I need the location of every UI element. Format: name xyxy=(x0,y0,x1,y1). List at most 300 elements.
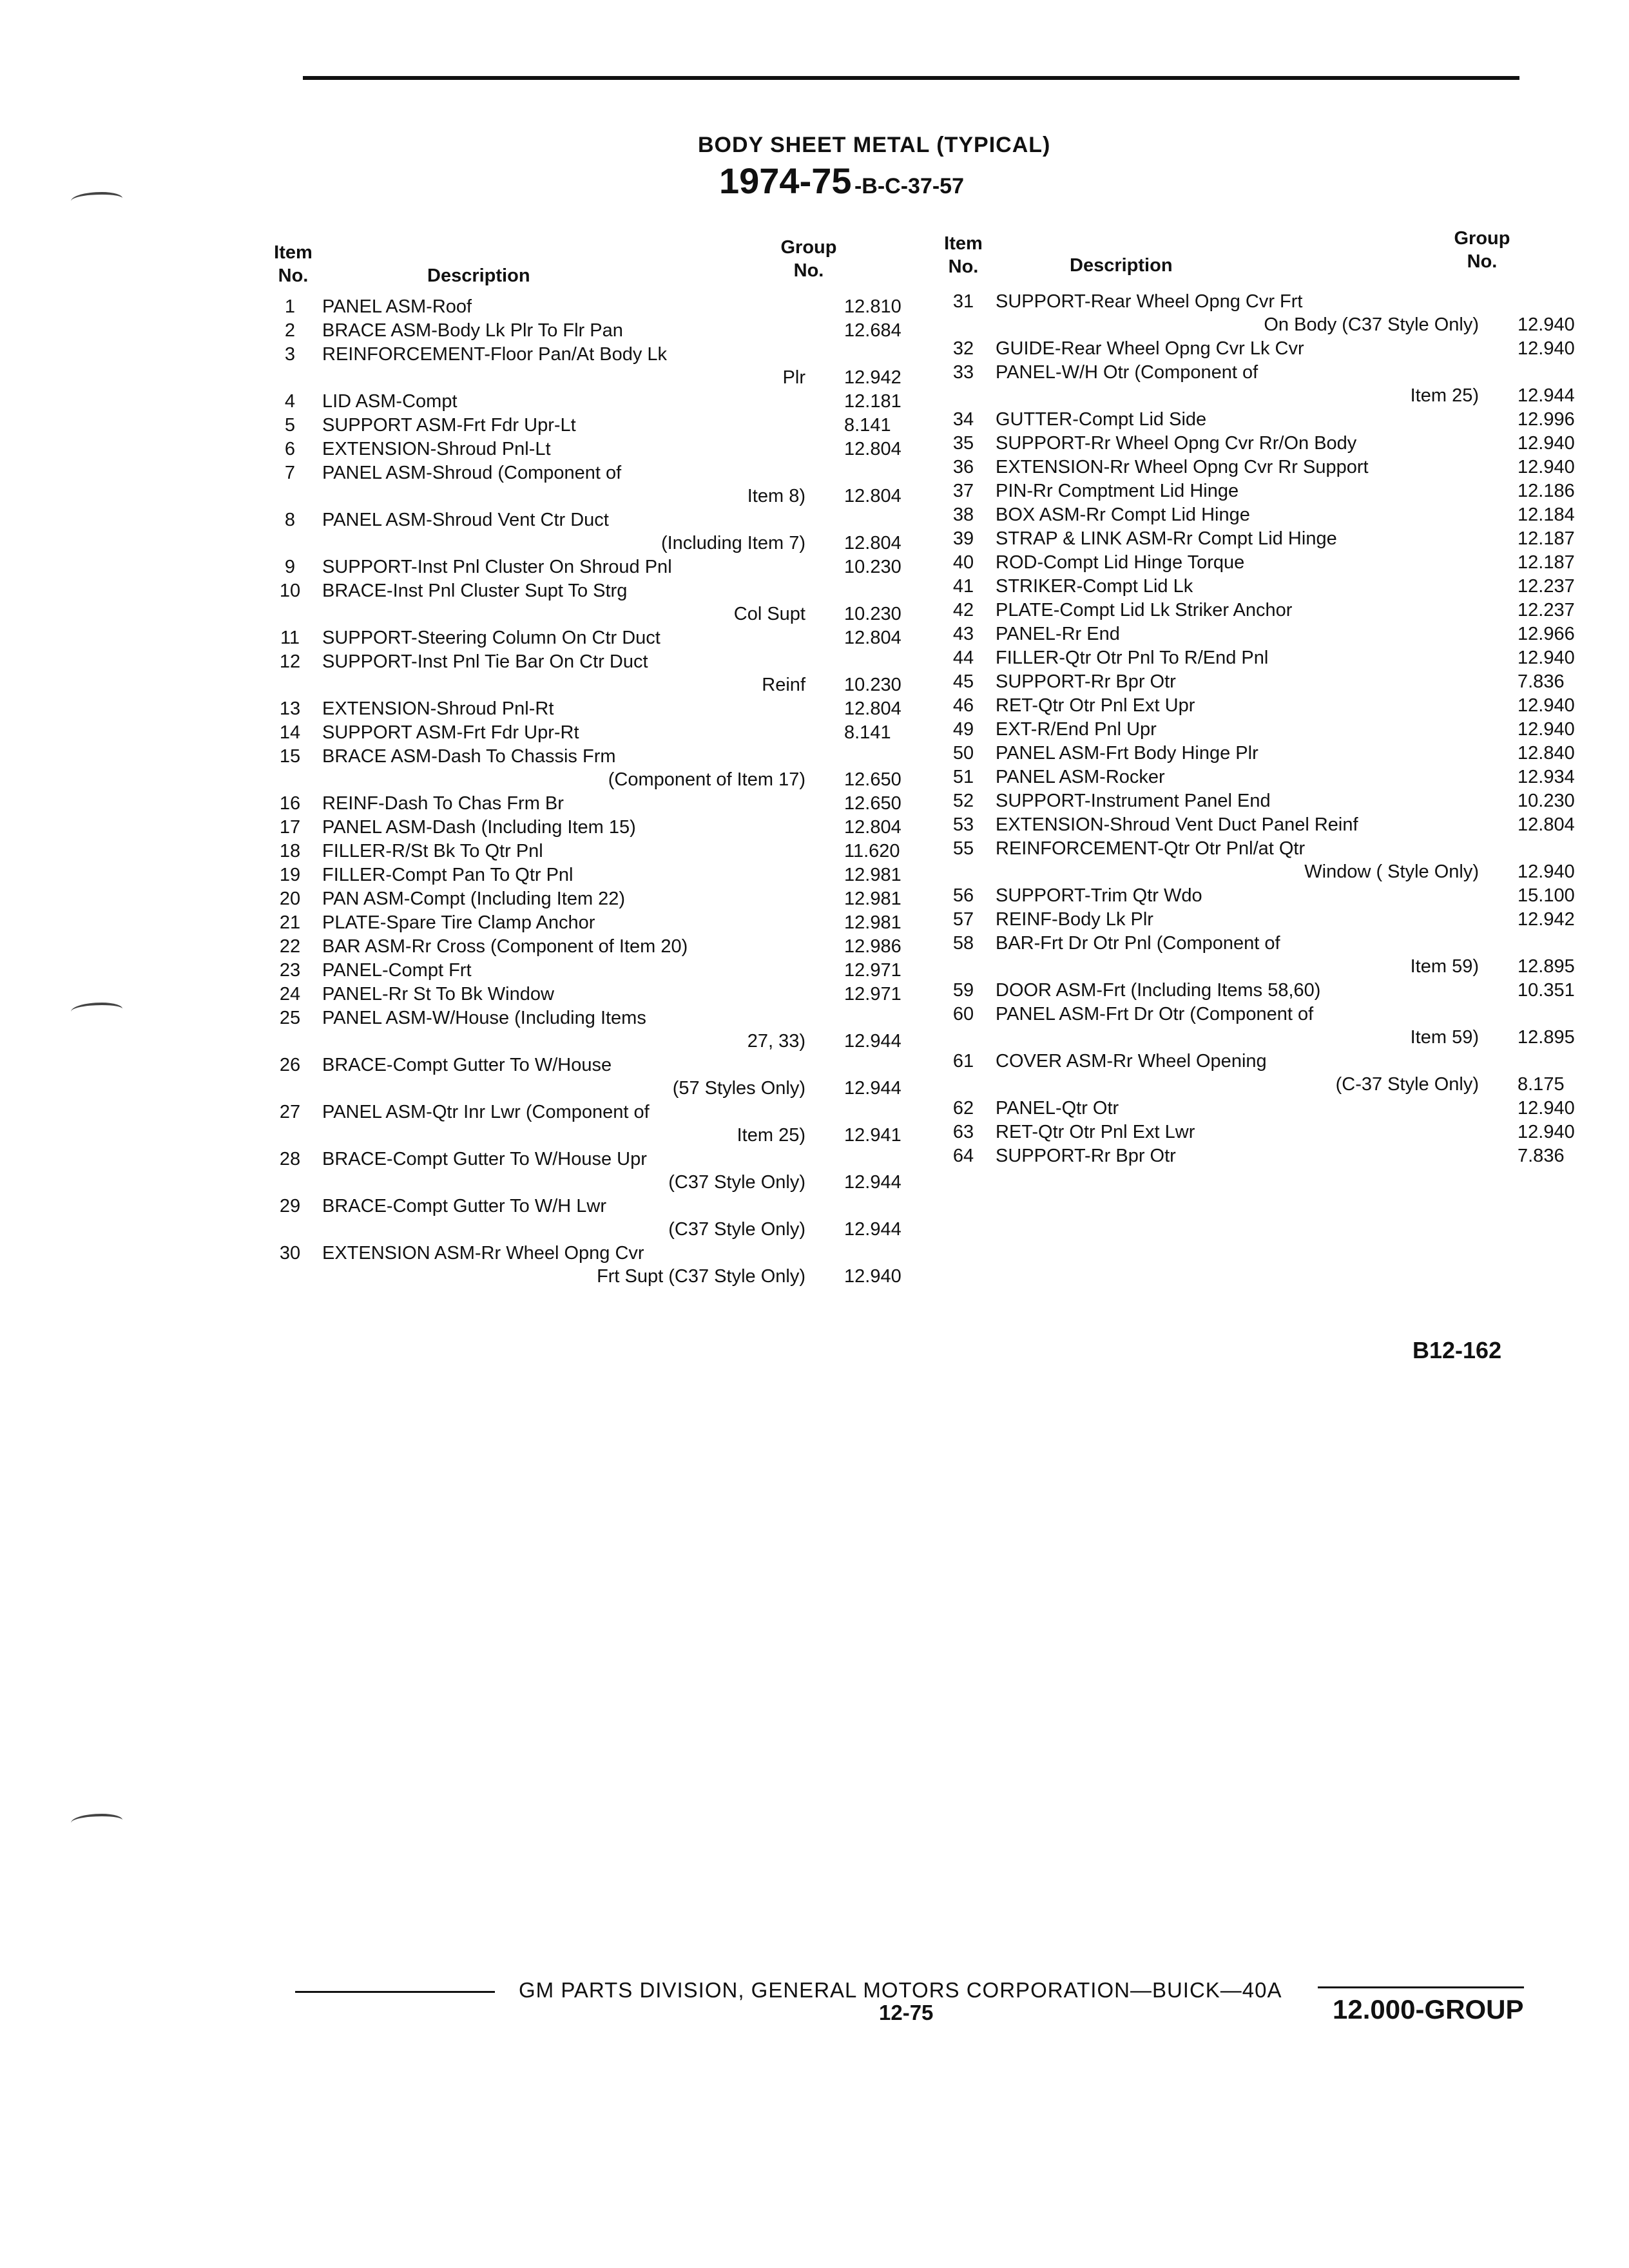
item-number: 60 xyxy=(952,1004,974,1024)
description-line: PANEL ASM-Roof xyxy=(322,296,472,317)
table-row xyxy=(258,1242,934,1288)
item-description xyxy=(996,742,1518,765)
footer-division: GM PARTS DIVISION, GENERAL MOTORS CORPORATION—BUICK—40A xyxy=(519,1978,1282,2002)
item-number: 12 xyxy=(279,651,301,672)
description-line: SUPPORT-Rear Wheel Opng Cvr Frt xyxy=(996,291,1303,312)
description-line: Frt Supt (C37 Style Only) xyxy=(597,1266,805,1287)
item-number: 6 xyxy=(284,439,296,459)
group-number: 8.175 xyxy=(1518,1074,1565,1095)
footer-group: 12.000-GROUP xyxy=(1333,1994,1524,2024)
table-row xyxy=(931,646,1608,669)
table-row xyxy=(258,414,934,437)
description-line: SUPPORT-Inst Pnl Cluster On Shroud Pnl xyxy=(322,557,672,577)
item-description xyxy=(996,979,1518,1002)
item-description xyxy=(322,697,844,720)
description-line: PANEL ASM-Frt Dr Otr (Component of xyxy=(996,1004,1314,1024)
item-number: 40 xyxy=(952,552,974,573)
item-description xyxy=(996,361,1518,407)
table-row xyxy=(258,1100,934,1147)
description-line: PANEL ASM-Qtr Inr Lwr (Component of xyxy=(322,1102,650,1122)
description-line: EXTENSION ASM-Rr Wheel Opng Cvr xyxy=(322,1243,644,1264)
description-line: PIN-Rr Comptment Lid Hinge xyxy=(996,481,1239,501)
item-description xyxy=(996,551,1518,574)
description-line: BRACE-Compt Gutter To W/H Lwr xyxy=(322,1196,607,1216)
group-number: 12.942 xyxy=(1518,909,1575,930)
group-number: 8.141 xyxy=(844,722,891,743)
item-number: 43 xyxy=(952,624,974,644)
item-description xyxy=(996,1120,1518,1144)
item-description xyxy=(996,837,1518,883)
description-line: ROD-Compt Lid Hinge Torque xyxy=(996,552,1245,573)
description-line: SUPPORT-Instrument Panel End xyxy=(996,791,1271,811)
group-number: 12.940 xyxy=(1518,695,1575,716)
description-line: EXTENSION-Shroud Pnl-Lt xyxy=(322,439,551,459)
right-description-header: Description xyxy=(1070,255,1173,276)
item-number: 50 xyxy=(952,743,974,764)
group-number: 12.186 xyxy=(1518,481,1575,501)
table-row xyxy=(258,626,934,649)
right-parts-list xyxy=(931,290,1608,1168)
group-number: 12.966 xyxy=(1518,624,1575,644)
group-number: 8.141 xyxy=(844,415,891,436)
item-description xyxy=(322,887,844,910)
group-number: 7.836 xyxy=(1518,671,1565,692)
group-number: 10.230 xyxy=(844,557,901,577)
item-description xyxy=(322,579,844,626)
item-number: 4 xyxy=(284,391,296,412)
group-number: 12.804 xyxy=(844,486,901,506)
item-description xyxy=(322,983,844,1006)
item-description xyxy=(322,863,844,887)
description-line: SUPPORT-Inst Pnl Tie Bar On Ctr Duct xyxy=(322,651,648,672)
page-title: BODY SHEET METAL (TYPICAL) xyxy=(698,133,1051,157)
group-number: 12.971 xyxy=(844,984,901,1004)
item-description xyxy=(322,745,844,791)
description-line: PANEL-Qtr Otr xyxy=(996,1098,1119,1119)
group-number: 12.181 xyxy=(844,391,901,412)
item-number: 42 xyxy=(952,600,974,620)
item-description xyxy=(996,575,1518,598)
item-number: 15 xyxy=(279,746,301,767)
item-description xyxy=(996,408,1518,431)
description-line: Item 59) xyxy=(1410,1027,1479,1048)
description-line: Plr xyxy=(782,367,805,388)
item-number: 2 xyxy=(284,320,296,341)
item-number: 7 xyxy=(284,463,296,483)
description-line: BAR ASM-Rr Cross (Component of Item 20) xyxy=(322,936,688,957)
item-description xyxy=(996,1050,1518,1096)
item-description xyxy=(996,527,1518,550)
item-description xyxy=(322,295,844,318)
group-number: 12.944 xyxy=(1518,385,1575,406)
table-row xyxy=(258,437,934,461)
table-row xyxy=(931,456,1608,479)
group-number: 12.941 xyxy=(844,1125,901,1146)
description-line: RET-Qtr Otr Pnl Ext Upr xyxy=(996,695,1195,716)
table-row xyxy=(931,337,1608,360)
group-number: 12.934 xyxy=(1518,767,1575,787)
margin-mark xyxy=(71,1814,122,1829)
left-group-header xyxy=(773,236,844,282)
group-number: 12.944 xyxy=(844,1172,901,1193)
description-line: SUPPORT ASM-Frt Fdr Upr-Rt xyxy=(322,722,579,743)
item-number: 64 xyxy=(952,1146,974,1166)
group-number: 10.351 xyxy=(1518,980,1575,1001)
table-row xyxy=(931,718,1608,741)
group-number: 12.184 xyxy=(1518,505,1575,525)
item-number: 39 xyxy=(952,528,974,549)
item-description xyxy=(996,646,1518,669)
table-row xyxy=(931,551,1608,574)
table-row xyxy=(931,742,1608,765)
description-line: BOX ASM-Rr Compt Lid Hinge xyxy=(996,505,1250,525)
table-row xyxy=(931,527,1608,550)
header-text: Group xyxy=(1454,228,1510,249)
item-description xyxy=(996,337,1518,360)
description-line: BRACE-Compt Gutter To W/House xyxy=(322,1055,612,1075)
description-line: LID ASM-Compt xyxy=(322,391,458,412)
description-line: SUPPORT ASM-Frt Fdr Upr-Lt xyxy=(322,415,576,436)
description-line: EXTENSION-Rr Wheel Opng Cvr Rr Support xyxy=(996,457,1369,477)
description-line: BRACE ASM-Body Lk Plr To Flr Pan xyxy=(322,320,623,341)
table-row xyxy=(258,319,934,342)
item-number: 44 xyxy=(952,648,974,668)
item-description xyxy=(996,479,1518,503)
item-description xyxy=(322,414,844,437)
item-number: 5 xyxy=(284,415,296,436)
table-row xyxy=(931,837,1608,883)
group-number: 12.895 xyxy=(1518,1027,1575,1048)
group-number: 12.944 xyxy=(844,1078,901,1099)
header-text: Item xyxy=(274,242,313,263)
left-item-no-header xyxy=(267,241,319,287)
table-row xyxy=(258,816,934,839)
top-rule xyxy=(303,76,1519,80)
footer-rule-left xyxy=(295,1991,495,1993)
table-row xyxy=(931,765,1608,789)
item-description xyxy=(322,1195,844,1241)
table-row xyxy=(931,503,1608,526)
table-row xyxy=(931,789,1608,812)
table-row xyxy=(258,1053,934,1100)
item-description xyxy=(322,461,844,508)
item-number: 56 xyxy=(952,885,974,906)
table-row xyxy=(931,599,1608,622)
item-description xyxy=(996,290,1518,336)
group-number: 12.940 xyxy=(1518,433,1575,454)
left-parts-list xyxy=(258,295,934,1289)
description-line: PANEL-Rr St To Bk Window xyxy=(322,984,554,1004)
description-line: On Body (C37 Style Only) xyxy=(1264,314,1479,335)
group-number: 12.944 xyxy=(844,1031,901,1052)
item-description xyxy=(996,432,1518,455)
item-description xyxy=(996,1003,1518,1049)
table-row xyxy=(258,555,934,579)
group-number: 12.986 xyxy=(844,936,901,957)
item-number: 63 xyxy=(952,1122,974,1142)
model-year: 1974-75 xyxy=(719,160,852,201)
group-number: 12.971 xyxy=(844,960,901,981)
item-description xyxy=(996,718,1518,741)
left-description-header: Description xyxy=(427,265,530,286)
description-line: SUPPORT-Rr Wheel Opng Cvr Rr/On Body xyxy=(996,433,1357,454)
margin-mark xyxy=(71,1003,122,1018)
description-line: PAN ASM-Compt (Including Item 22) xyxy=(322,889,626,909)
item-description xyxy=(322,319,844,342)
group-number: 12.996 xyxy=(1518,409,1575,430)
description-line: REINFORCEMENT-Qtr Otr Pnl/at Qtr xyxy=(996,838,1306,859)
header-text: Group xyxy=(780,237,837,258)
description-line: BAR-Frt Dr Otr Pnl (Component of xyxy=(996,933,1280,954)
item-description xyxy=(322,935,844,958)
table-row xyxy=(931,813,1608,836)
table-row xyxy=(931,1144,1608,1168)
item-number: 61 xyxy=(952,1051,974,1072)
item-description xyxy=(322,721,844,744)
group-number: 12.684 xyxy=(844,320,901,341)
item-number: 19 xyxy=(279,865,301,885)
table-row xyxy=(258,887,934,910)
item-number: 9 xyxy=(284,557,296,577)
group-number: 15.100 xyxy=(1518,885,1575,906)
item-description xyxy=(322,508,844,555)
description-line: PANEL ASM-Shroud (Component of xyxy=(322,463,622,483)
description-line: SUPPORT-Steering Column On Ctr Duct xyxy=(322,628,660,648)
item-description xyxy=(322,911,844,934)
description-line: PANEL-Rr End xyxy=(996,624,1120,644)
item-description xyxy=(322,816,844,839)
group-number: 12.187 xyxy=(1518,528,1575,549)
item-description xyxy=(996,813,1518,836)
group-number: 12.804 xyxy=(844,817,901,838)
description-line: RET-Qtr Otr Pnl Ext Lwr xyxy=(996,1122,1195,1142)
item-number: 16 xyxy=(279,793,301,814)
header-text: No. xyxy=(1467,251,1498,272)
description-line: PANEL ASM-Dash (Including Item 15) xyxy=(322,817,636,838)
item-number: 22 xyxy=(279,936,301,957)
description-line: DOOR ASM-Frt (Including Items 58,60) xyxy=(996,980,1321,1001)
item-number: 30 xyxy=(279,1243,301,1264)
description-line: FILLER-R/St Bk To Qtr Pnl xyxy=(322,841,543,861)
description-line: (C37 Style Only) xyxy=(668,1219,805,1240)
table-row xyxy=(258,792,934,815)
item-number: 51 xyxy=(952,767,974,787)
group-number: 12.237 xyxy=(1518,576,1575,597)
item-number: 35 xyxy=(952,433,974,454)
table-row xyxy=(258,650,934,697)
item-number: 8 xyxy=(284,510,296,530)
item-number: 20 xyxy=(279,889,301,909)
item-number: 21 xyxy=(279,912,301,933)
item-number: 55 xyxy=(952,838,974,859)
table-row xyxy=(931,979,1608,1002)
group-number: 10.230 xyxy=(844,604,901,624)
description-line: STRAP & LINK ASM-Rr Compt Lid Hinge xyxy=(996,528,1337,549)
description-line: (C37 Style Only) xyxy=(668,1172,805,1193)
group-number: 12.810 xyxy=(844,296,901,317)
group-number: 12.650 xyxy=(844,769,901,790)
group-number: 7.836 xyxy=(1518,1146,1565,1166)
description-line: Item 25) xyxy=(1410,385,1479,406)
item-number: 46 xyxy=(952,695,974,716)
table-row xyxy=(931,290,1608,336)
description-line: 27, 33) xyxy=(747,1031,805,1052)
group-number: 12.940 xyxy=(1518,861,1575,882)
item-number: 32 xyxy=(952,338,974,359)
margin-mark xyxy=(71,192,122,207)
description-line: REINF-Body Lk Plr xyxy=(996,909,1153,930)
table-row xyxy=(258,1148,934,1194)
table-row xyxy=(931,694,1608,717)
group-number: 10.230 xyxy=(844,675,901,695)
description-line: FILLER-Qtr Otr Pnl To R/End Pnl xyxy=(996,648,1269,668)
table-row xyxy=(931,361,1608,407)
item-number: 37 xyxy=(952,481,974,501)
item-description xyxy=(996,884,1518,907)
item-number: 10 xyxy=(279,581,301,601)
item-number: 33 xyxy=(952,362,974,383)
item-description xyxy=(322,1100,844,1147)
table-row xyxy=(258,295,934,318)
footer-rule-right xyxy=(1318,1986,1524,1988)
group-number: 12.187 xyxy=(1518,552,1575,573)
table-row xyxy=(258,1195,934,1241)
group-number: 12.804 xyxy=(844,628,901,648)
item-description xyxy=(322,390,844,413)
body-code: -B-C-37-57 xyxy=(854,174,965,198)
item-number: 53 xyxy=(952,814,974,835)
table-row xyxy=(931,479,1608,503)
description-line: REINF-Dash To Chas Frm Br xyxy=(322,793,564,814)
description-line: (Including Item 7) xyxy=(660,533,805,553)
item-description xyxy=(322,792,844,815)
item-number: 58 xyxy=(952,933,974,954)
item-number: 57 xyxy=(952,909,974,930)
item-description xyxy=(322,343,844,389)
item-description xyxy=(996,622,1518,646)
description-line: BRACE-Compt Gutter To W/House Upr xyxy=(322,1149,647,1169)
group-number: 12.940 xyxy=(1518,457,1575,477)
item-number: 36 xyxy=(952,457,974,477)
table-row xyxy=(931,1003,1608,1049)
table-row xyxy=(258,697,934,720)
description-line: Item 8) xyxy=(747,486,805,506)
description-line: (C-37 Style Only) xyxy=(1335,1074,1479,1095)
group-number: 12.940 xyxy=(844,1266,901,1287)
table-row xyxy=(931,622,1608,646)
description-line: PANEL ASM-Rocker xyxy=(996,767,1165,787)
group-number: 12.942 xyxy=(844,367,901,388)
description-line: COVER ASM-Rr Wheel Opening xyxy=(996,1051,1267,1072)
group-number: 12.804 xyxy=(844,698,901,719)
item-description xyxy=(322,437,844,461)
table-row xyxy=(931,432,1608,455)
item-number: 17 xyxy=(279,817,301,838)
item-description xyxy=(996,789,1518,812)
group-number: 12.804 xyxy=(1518,814,1575,835)
item-description xyxy=(322,840,844,863)
group-number: 12.940 xyxy=(1518,338,1575,359)
description-line: EXTENSION-Shroud Vent Duct Panel Reinf xyxy=(996,814,1358,835)
item-number: 31 xyxy=(952,291,974,312)
group-number: 12.804 xyxy=(844,439,901,459)
page-subtitle xyxy=(719,160,964,202)
item-number: 11 xyxy=(280,628,300,648)
item-description xyxy=(322,1006,844,1053)
description-line: EXT-R/End Pnl Upr xyxy=(996,719,1157,740)
right-item-no-header xyxy=(938,232,989,278)
description-line: SUPPORT-Rr Bpr Otr xyxy=(996,1146,1176,1166)
group-number: 12.944 xyxy=(844,1219,901,1240)
item-description xyxy=(322,650,844,697)
item-description xyxy=(322,959,844,982)
item-number: 28 xyxy=(279,1149,301,1169)
item-description xyxy=(996,765,1518,789)
table-row xyxy=(258,911,934,934)
table-row xyxy=(931,1097,1608,1120)
item-description xyxy=(996,670,1518,693)
item-number: 34 xyxy=(952,409,974,430)
description-line: PANEL ASM-Shroud Vent Ctr Duct xyxy=(322,510,609,530)
illustration-code: B12-162 xyxy=(1412,1337,1502,1363)
item-description xyxy=(322,626,844,649)
item-number: 59 xyxy=(952,980,974,1001)
group-number: 12.895 xyxy=(1518,956,1575,977)
group-number: 12.981 xyxy=(844,912,901,933)
table-row xyxy=(258,1006,934,1053)
page-number: 12-75 xyxy=(879,2001,934,2024)
item-description xyxy=(322,1148,844,1194)
item-number: 41 xyxy=(952,576,974,597)
header-text: No. xyxy=(278,265,309,286)
description-line: BRACE ASM-Dash To Chassis Frm xyxy=(322,746,616,767)
item-number: 13 xyxy=(279,698,301,719)
table-row xyxy=(258,343,934,389)
item-number: 1 xyxy=(284,296,296,317)
item-number: 3 xyxy=(284,344,296,365)
right-group-header xyxy=(1447,227,1518,273)
table-row xyxy=(931,575,1608,598)
item-number: 18 xyxy=(279,841,301,861)
group-number: 12.981 xyxy=(844,865,901,885)
description-line: (Component of Item 17) xyxy=(608,769,805,790)
description-line: PANEL-Compt Frt xyxy=(322,960,472,981)
table-row xyxy=(931,908,1608,931)
description-line: BRACE-Inst Pnl Cluster Supt To Strg xyxy=(322,581,628,601)
table-row xyxy=(931,884,1608,907)
item-number: 24 xyxy=(279,984,301,1004)
item-number: 29 xyxy=(279,1196,301,1216)
item-number: 49 xyxy=(952,719,974,740)
description-line: REINFORCEMENT-Floor Pan/At Body Lk xyxy=(322,344,668,365)
item-number: 38 xyxy=(952,505,974,525)
header-text: No. xyxy=(793,260,824,281)
table-row xyxy=(258,508,934,555)
table-row xyxy=(258,579,934,626)
item-number: 26 xyxy=(279,1055,301,1075)
description-line: SUPPORT-Rr Bpr Otr xyxy=(996,671,1176,692)
item-number: 14 xyxy=(279,722,301,743)
group-number: 12.940 xyxy=(1518,719,1575,740)
item-description xyxy=(322,1242,844,1288)
table-row xyxy=(931,1050,1608,1096)
item-number: 52 xyxy=(952,791,974,811)
item-number: 23 xyxy=(279,960,301,981)
description-line: Reinf xyxy=(762,675,805,695)
group-number: 12.940 xyxy=(1518,1098,1575,1119)
description-line: Item 25) xyxy=(737,1125,805,1146)
table-row xyxy=(258,983,934,1006)
